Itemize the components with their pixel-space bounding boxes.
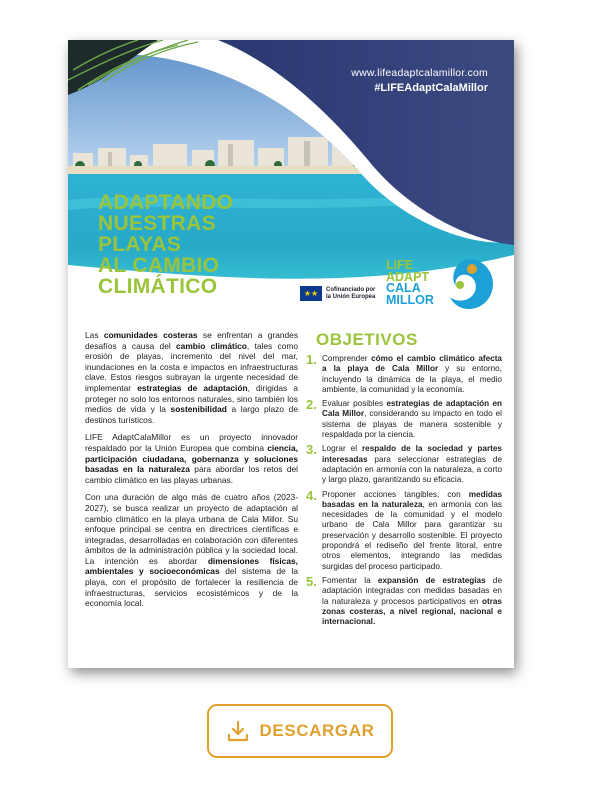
objective-item xyxy=(306,487,502,572)
objective-text: Lograr el respaldo de la sociedad y partes interesadas para seleccionar estrategias de adaptación en armonía con la naturaleza, a corto y largo plazo, garantizando su eficacia. xyxy=(322,444,502,485)
intro-paragraph: LIFE AdaptCalaMillor es un proyecto innovador respaldado por la Unión Europea que combina ciencia, participación ciudadana, gobernanza y soluciones basadas en la naturaleza para abordar los retos del cambio climático en las playas urbanas. xyxy=(85,432,298,485)
objective-text: Evaluar posibles estrategias de adaptación en Cala Millor, considerando su impacto en todo el sistema de playas de manera sostenible y respaldada por la ciencia. xyxy=(322,399,502,440)
hashtag: #LIFEAdaptCalaMillor xyxy=(374,82,488,94)
objectives-title: OBJETIVOS xyxy=(316,330,418,349)
intro-column xyxy=(85,330,298,616)
objective-text: Comprender cómo el cambio climático afecta a la playa de Cala Millor y su entorno, incluyendo la dinámica de la playa, el medio ambiente, la comunidad y la economía. xyxy=(322,354,503,394)
headline-line: NUESTRAS xyxy=(98,212,216,235)
project-logo xyxy=(386,255,496,315)
download-button-label: DESCARGAR xyxy=(259,721,375,740)
objective-number: 2. xyxy=(306,397,317,413)
logo-swirl-icon xyxy=(442,255,496,313)
logo-line: ADAPT xyxy=(386,269,430,284)
objective-number: 4. xyxy=(306,487,317,503)
objective-number: 1. xyxy=(306,352,317,367)
objective-text: Fomentar la expansión de estrategias de adaptación integradas con medidas basadas en la naturaleza y procesos participativos en otras zonas costeras, a nivel regional, nacional e internacional. xyxy=(322,575,502,627)
logo-line: MILLOR xyxy=(386,292,434,307)
page-title xyxy=(98,192,233,297)
eu-badge-line: la Unión Europea xyxy=(326,293,376,300)
logo-line: CALA xyxy=(386,281,421,295)
download-icon xyxy=(226,719,250,743)
objective-item xyxy=(306,354,502,395)
objective-item xyxy=(306,573,502,627)
eu-badge-line: Cofinanciado por xyxy=(326,286,376,293)
social-links xyxy=(351,67,488,94)
logo-line: LIFE xyxy=(386,258,414,272)
objective-number: 5. xyxy=(306,573,317,589)
objective-item xyxy=(306,399,502,440)
objective-text: Proponer acciones tangibles, con medidas basadas en la naturaleza, en armonía con las necesidades de la comunidad y el modelo urbano de Cala Millor para garantizar su preservación y desarrollo sostenible. El proyecto propondrá el rediseño del frente litoral, entre otros elementos, integrando las medidas surgidas del proceso participado. xyxy=(322,489,502,571)
brochure-page xyxy=(68,40,514,668)
headline-line: ADAPTANDO xyxy=(98,191,234,214)
objectives-column xyxy=(306,330,502,631)
download-button[interactable] xyxy=(207,704,393,758)
intro-paragraph: Con una duración de algo más de cuatro años (2023-2027), se busca realizar un proyecto de adaptación al cambio climático en la playa urbana de Cala Millor. Su enfoque principal se centra en directrices científicas e integradas, desarrolladas en colaboración con diferentes ámbitos de la administración pública y la sociedad local. La intención es abordar dimensiones físicas, ambientales y socioeconómicas del sistema de la playa, con el propósito de fortalecer la resiliencia de infraestructuras, servicios ecosistémicos y de la economía local. xyxy=(85,492,298,609)
intro-paragraph: Las comunidades costeras se enfrentan a grandes desafíos a causa del cambio climático, tales como erosión de playas, incremento del nivel del mar, inundaciones en la costa e impactos en infraestructuras clave. Estos riesgos subrayan la urgente necesidad de implementar estrategias de adaptación, dirigidas a proteger no solo los entornos naturales, sino también los medios de vida y la sostenibilidad a largo plazo de destinos turísticos. xyxy=(85,330,299,425)
objective-item xyxy=(306,444,502,485)
headline-line: PLAYAS xyxy=(98,233,182,256)
eu-funding-badge xyxy=(300,286,375,301)
website-url[interactable]: www.lifeadaptcalamillor.com xyxy=(351,67,488,79)
objective-number: 3. xyxy=(306,442,317,458)
headline-line: CLIMÁTICO xyxy=(98,275,218,298)
headline-line: AL CAMBIO xyxy=(98,254,220,277)
hero-image xyxy=(68,40,514,360)
eu-flag-icon: ★★ xyxy=(300,286,322,301)
